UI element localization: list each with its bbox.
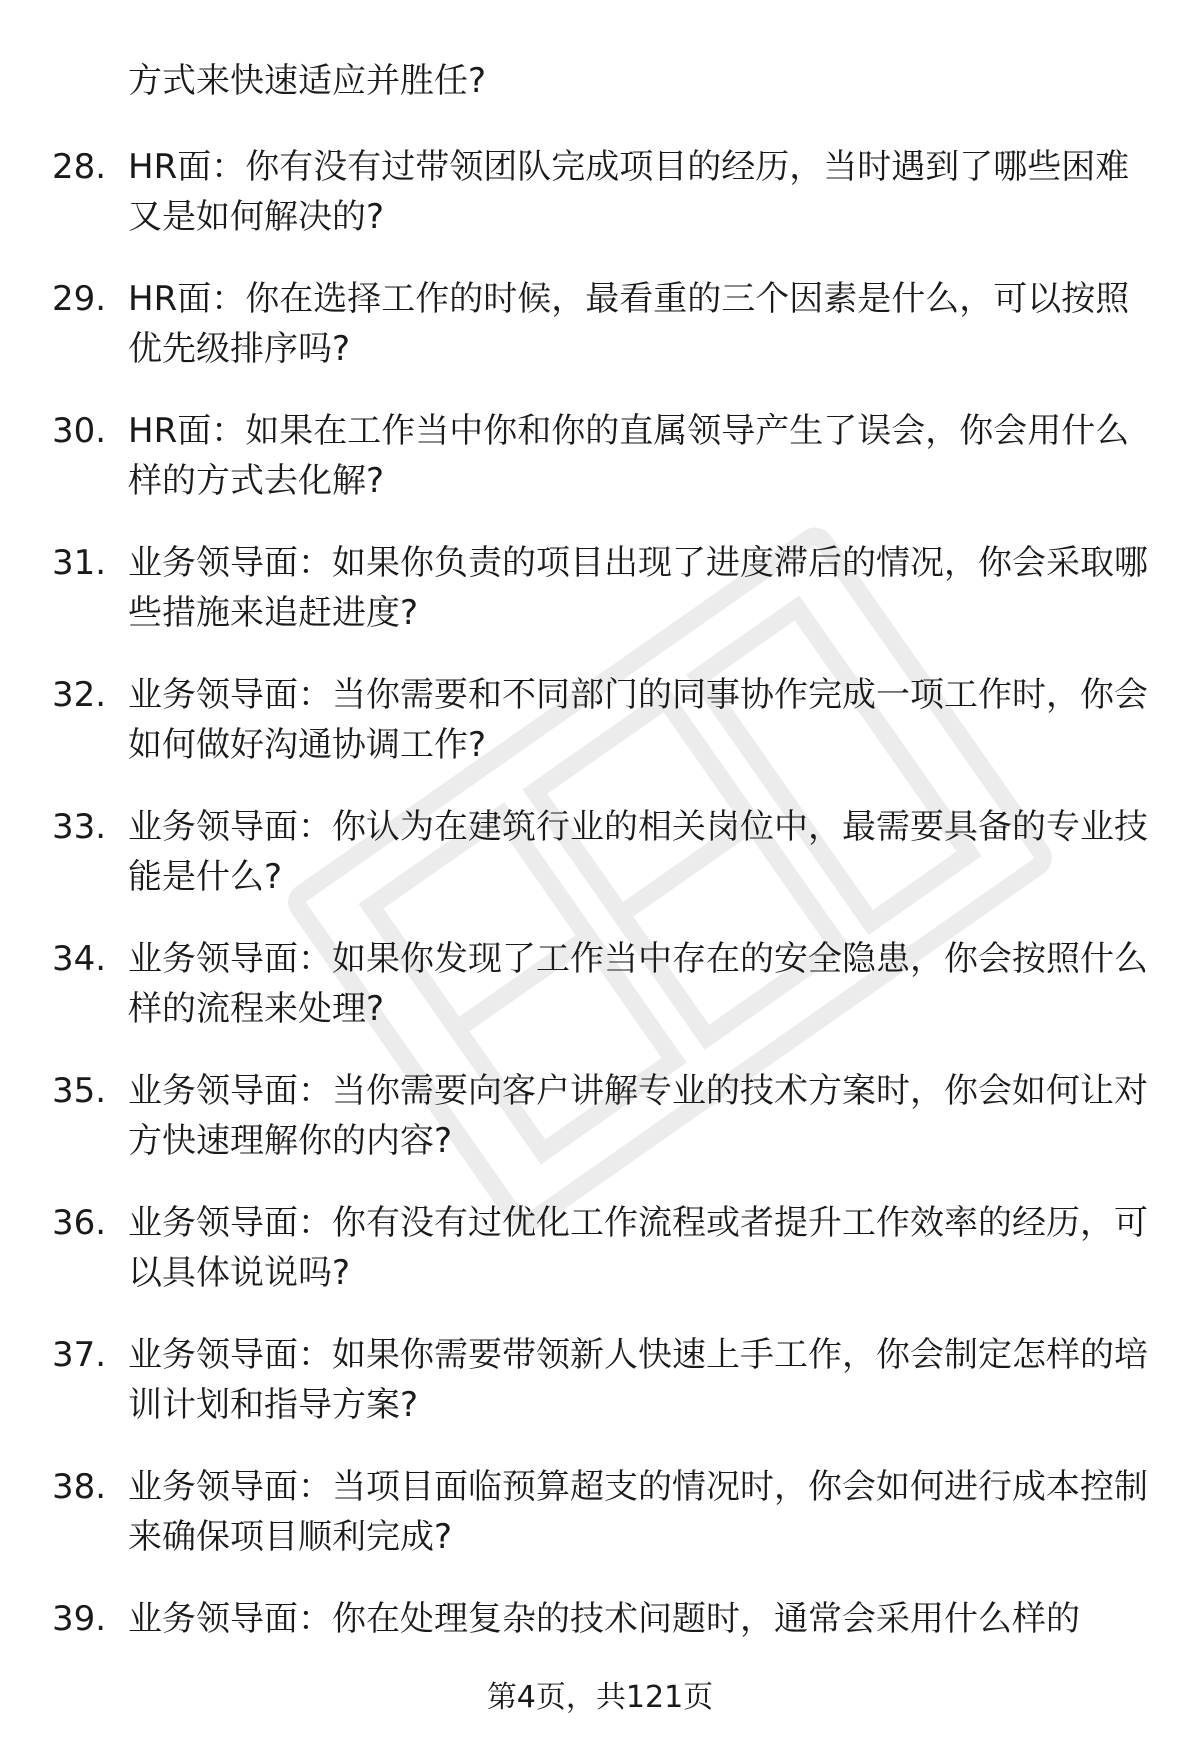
question-number: 29. <box>52 279 107 319</box>
question-text: HR面：你在选择工作的时候，最看重的三个因素是什么，可以按照优先级排序吗? <box>128 279 1130 369</box>
question-item <box>0 1198 1200 1330</box>
question-text: 业务领导面：当你需要和不同部门的同事协作完成一项工作时，你会如何做好沟通协调工作? <box>128 675 1148 765</box>
question-text: 业务领导面：你在处理复杂的技术问题时，通常会采用什么样的 <box>128 1599 1080 1639</box>
question-text: HR面：你有没有过带领团队完成项目的经历，当时遇到了哪些困难又是如何解决的? <box>128 147 1130 237</box>
question-item <box>0 538 1200 670</box>
page-number-footer: 第4页，共121页 <box>486 1680 714 1715</box>
question-text: HR面：如果在工作当中你和你的直属领导产生了误会，你会用什么样的方式去化解? <box>128 411 1130 501</box>
question-continuation-text: 方式来快速适应并胜任? <box>128 61 487 101</box>
question-item <box>0 934 1200 1066</box>
question-text: 业务领导面：你认为在建筑行业的相关岗位中，最需要具备的专业技能是什么? <box>128 807 1148 897</box>
question-text: 业务领导面：当你需要向客户讲解专业的技术方案时，你会如何让对方快速理解你的内容? <box>128 1071 1148 1161</box>
question-item <box>0 142 1200 274</box>
question-number: 36. <box>52 1203 107 1243</box>
question-number: 33. <box>52 807 107 847</box>
question-text: 业务领导面：如果你负责的项目出现了进度滞后的情况，你会采取哪些措施来追赶进度? <box>128 543 1148 633</box>
question-item <box>0 802 1200 934</box>
question-item <box>0 670 1200 802</box>
question-number: 39. <box>52 1599 107 1639</box>
question-number: 32. <box>52 675 107 715</box>
question-text: 业务领导面：如果你发现了工作当中存在的安全隐患，你会按照什么样的流程来处理? <box>128 939 1148 1029</box>
question-text: 业务领导面：如果你需要带领新人快速上手工作，你会制定怎样的培训计划和指导方案? <box>128 1335 1148 1425</box>
question-number: 38. <box>52 1467 107 1507</box>
question-number: 28. <box>52 147 107 187</box>
question-list <box>0 142 1200 1726</box>
question-number: 35. <box>52 1071 107 1111</box>
question-item <box>0 1330 1200 1462</box>
question-number: 37. <box>52 1335 107 1375</box>
question-item <box>0 274 1200 406</box>
question-number: 31. <box>52 543 107 583</box>
question-item <box>0 1066 1200 1198</box>
question-text: 业务领导面：你有没有过优化工作流程或者提升工作效率的经历，可以具体说说吗? <box>128 1203 1148 1293</box>
question-text: 业务领导面：当项目面临预算超支的情况时，你会如何进行成本控制来确保项目顺利完成? <box>128 1467 1148 1557</box>
question-number: 30. <box>52 411 107 451</box>
question-item <box>0 406 1200 538</box>
question-number: 34. <box>52 939 107 979</box>
question-item <box>0 1462 1200 1594</box>
